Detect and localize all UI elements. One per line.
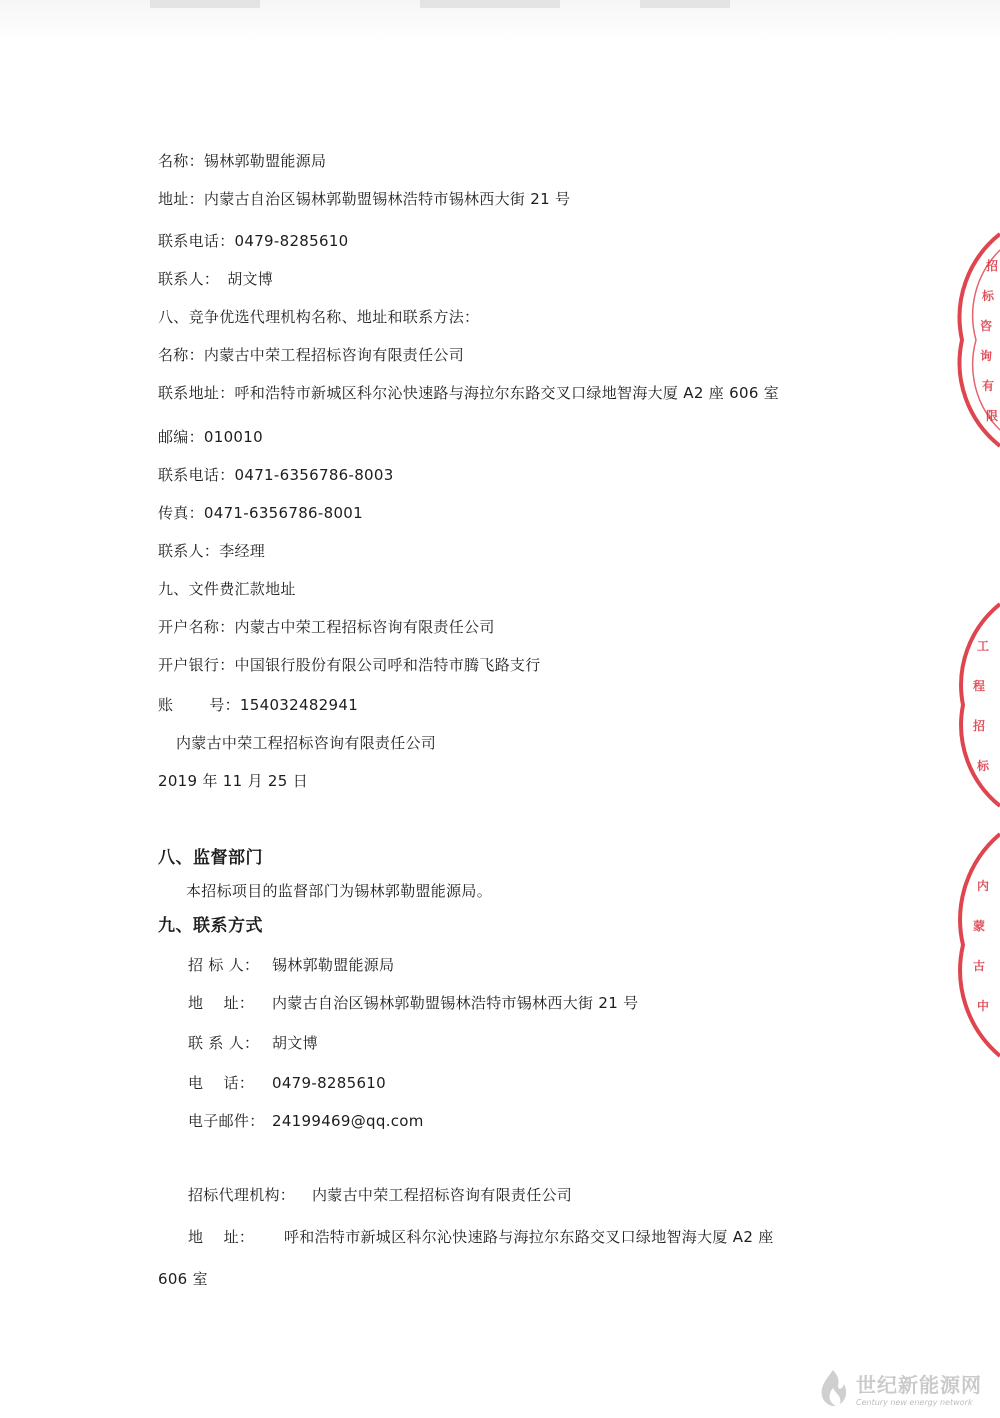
payment-bank-value: 中国银行股份有限公司呼和浩特市腾飞路支行 — [234, 656, 541, 674]
contact-tenderer-label: 招 标 人： — [188, 956, 260, 974]
owner-name-label: 名称： — [158, 152, 204, 170]
payment-account-label-1: 账 — [158, 696, 174, 714]
agent-name-value: 内蒙古中荣工程招标咨询有限责任公司 — [203, 346, 465, 364]
contact-heading: 九、联系方式 — [158, 916, 263, 936]
svg-text:蒙: 蒙 — [973, 919, 986, 933]
contact-phone-line — [188, 1072, 386, 1094]
contact-person-line — [188, 1032, 318, 1054]
payment-account-label-2: 号： — [209, 696, 240, 714]
contact-agent-line — [188, 1184, 572, 1206]
contact-email-label: 电子邮件： — [188, 1112, 265, 1130]
contact-phone-value: 0479-8285610 — [272, 1074, 386, 1092]
contact-address-value: 内蒙古自治区锡林郭勒盟锡林浩特市锡林西大街 21 号 — [272, 994, 639, 1012]
svg-text:标: 标 — [977, 759, 990, 773]
agent-contact-label: 联系人： — [158, 542, 220, 560]
agent-phone-line — [158, 464, 394, 486]
owner-address-label: 地址： — [158, 190, 204, 208]
agent-address-value: 呼和浩特市新城区科尔沁快速路与海拉尔东路交叉口绿地智海大厦 A2 座 606 室 — [234, 384, 780, 402]
payment-account-name-line — [158, 616, 495, 638]
svg-text:标: 标 — [982, 289, 995, 303]
scan-artifact — [150, 0, 260, 8]
watermark-text — [856, 1369, 982, 1407]
payment-account-line — [158, 694, 358, 716]
svg-text:咨: 咨 — [980, 319, 993, 333]
payment-account-name-value: 内蒙古中荣工程招标咨询有限责任公司 — [234, 618, 495, 636]
payment-heading: 九、文件费汇款地址 — [158, 580, 296, 598]
scan-artifact — [640, 0, 730, 8]
contact-agent-value: 内蒙古中荣工程招标咨询有限责任公司 — [312, 1186, 573, 1204]
owner-address-value: 内蒙古自治区锡林郭勒盟锡林浩特市锡林西大街 21 号 — [203, 190, 571, 208]
owner-phone-label: 联系电话： — [158, 232, 235, 250]
svg-text:程: 程 — [973, 679, 986, 693]
seal-stamp — [940, 230, 1000, 450]
seal-stamp — [955, 830, 1000, 1060]
agent-heading: 八、竞争优选代理机构名称、地址和联系方法： — [158, 308, 480, 326]
svg-text:内: 内 — [977, 879, 990, 893]
owner-name-value: 锡林郭勒盟能源局 — [203, 152, 327, 170]
svg-text:招: 招 — [986, 259, 999, 273]
supervision-heading: 八、监督部门 — [158, 848, 263, 868]
flame-icon — [816, 1368, 850, 1408]
owner-contact-label: 联系人： — [158, 270, 220, 288]
agent-phone-label: 联系电话： — [158, 466, 235, 484]
seal-stamp — [955, 600, 1000, 810]
svg-text:招: 招 — [973, 719, 986, 733]
owner-name-line — [158, 150, 326, 172]
signature-company: 内蒙古中荣工程招标咨询有限责任公司 — [176, 734, 437, 752]
signature-date: 2019 年 11 月 25 日 — [158, 772, 308, 790]
owner-phone-value: 0479-8285610 — [234, 232, 349, 250]
svg-text:工: 工 — [977, 639, 990, 653]
scan-artifact — [420, 0, 560, 8]
agent-postcode-label: 邮编： — [158, 428, 204, 446]
owner-contact-line — [158, 268, 273, 290]
payment-account-name-label: 开户名称： — [158, 618, 235, 636]
agent-contact-value: 李经理 — [219, 542, 266, 560]
contact-email-line — [188, 1110, 424, 1132]
agent-fax-line — [158, 502, 363, 524]
agent-postcode-value: 010010 — [203, 428, 263, 446]
contact-agent-address-value: 呼和浩特市新城区科尔沁快速路与海拉尔东路交叉口绿地智海大厦 A2 座 — [284, 1228, 774, 1246]
watermark-cn: 世纪新能源网 — [856, 1373, 982, 1397]
svg-text:中: 中 — [977, 999, 990, 1013]
agent-fax-label: 传真： — [158, 504, 204, 522]
agent-name-label: 名称： — [158, 346, 204, 364]
svg-text:古: 古 — [973, 959, 986, 973]
contact-person-label: 联 系 人： — [188, 1034, 260, 1052]
contact-phone-label: 电 话： — [188, 1074, 255, 1092]
contact-person-value: 胡文博 — [272, 1034, 318, 1052]
contact-agent-address-cont: 606 室 — [158, 1270, 208, 1288]
watermark — [816, 1368, 982, 1408]
contact-agent-label: 招标代理机构： — [188, 1186, 296, 1204]
payment-bank-line — [158, 654, 541, 676]
contact-tenderer-line — [188, 954, 394, 976]
agent-contact-line — [158, 540, 265, 562]
agent-name-line — [158, 344, 464, 366]
agent-postcode-line — [158, 426, 263, 448]
owner-address-line — [158, 188, 570, 210]
owner-phone-line — [158, 230, 349, 252]
agent-fax-value: 0471-6356786-8001 — [203, 504, 363, 522]
agent-phone-value: 0471-6356786-8003 — [234, 466, 394, 484]
supervision-text: 本招标项目的监督部门为锡林郭勒盟能源局。 — [186, 882, 493, 900]
svg-text:有: 有 — [982, 379, 995, 393]
contact-agent-address-line — [188, 1226, 774, 1248]
payment-account-value: 154032482941 — [239, 696, 359, 714]
contact-agent-address-label: 地 址： — [188, 1228, 255, 1246]
agent-address-line — [158, 382, 779, 404]
contact-email-value[interactable]: 24199469@qq.com — [272, 1112, 424, 1130]
contact-tenderer-value: 锡林郭勒盟能源局 — [272, 956, 395, 974]
watermark-en: Century new energy network — [856, 1398, 973, 1407]
agent-address-label: 联系地址： — [158, 384, 235, 402]
owner-contact-value: 胡文博 — [227, 270, 274, 288]
payment-bank-label: 开户银行： — [158, 656, 235, 674]
svg-text:限: 限 — [986, 409, 999, 423]
contact-address-line — [188, 992, 638, 1014]
contact-address-label: 地 址： — [188, 994, 255, 1012]
svg-text:询: 询 — [980, 349, 993, 363]
